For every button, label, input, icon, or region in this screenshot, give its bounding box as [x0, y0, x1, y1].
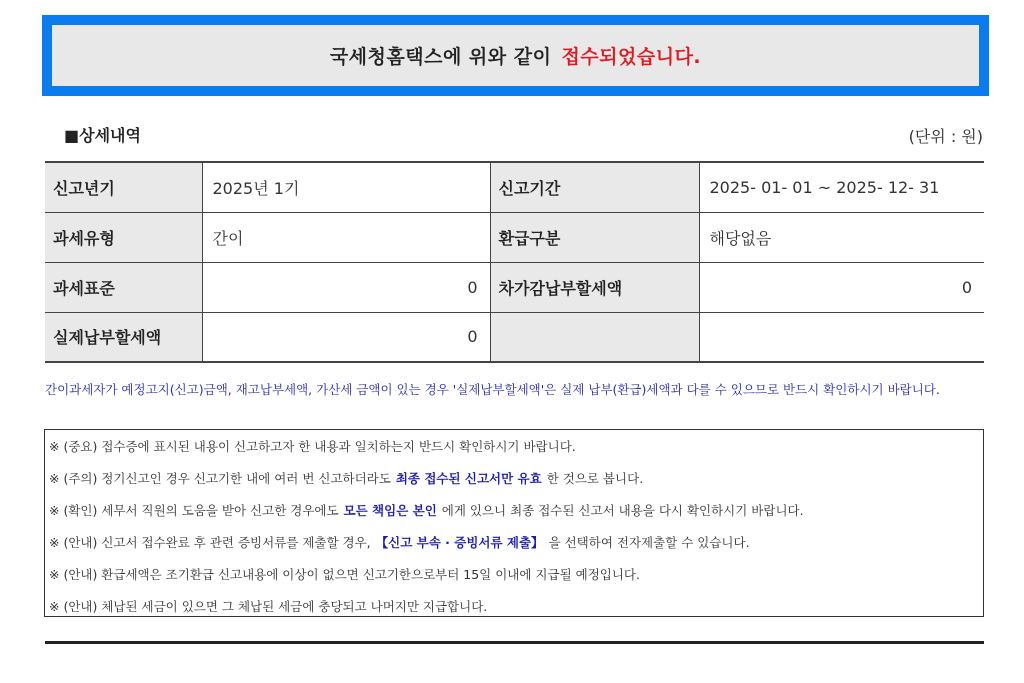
table-row: [45, 212, 984, 262]
value-tax-type: 간이: [202, 212, 490, 262]
value-report-period: 2025년 1기: [202, 162, 490, 212]
value-net-tax-payable: 0: [699, 262, 984, 312]
table-row: [45, 262, 984, 312]
detail-table: [45, 161, 984, 363]
info-item: [49, 594, 983, 626]
section-title: ■상세내역: [64, 126, 141, 145]
label-tax-base: 과세표준: [45, 262, 202, 312]
bottom-divider: [45, 641, 984, 644]
info-text: ※ (중요) 접수증에 표시된 내용이 신고하고자 한 내용과 일치하는지 반드시 확인하시기 바랍니다.: [49, 439, 576, 454]
info-text: ※ (안내) 신고서 접수완료 후 관련 증빙서류를 제출할 경우,: [49, 535, 371, 550]
info-text: 에게 있으니 최종 접수된 신고서 내용을 다시 확인하시기 바랍니다.: [441, 503, 804, 518]
empty-label-cell: [490, 312, 699, 362]
banner-message-text: 국세청홈택스에 위와 같이: [329, 46, 552, 68]
info-item: [49, 562, 983, 594]
info-text: ※ (확인) 세무서 직원의 도움을 받아 신고한 경우에도: [49, 503, 339, 518]
info-text: 을 선택하여 전자제출할 수 있습니다.: [548, 535, 750, 550]
label-report-range: 신고기간: [490, 162, 699, 212]
label-actual-tax-payable: 실제납부할세액: [45, 312, 202, 362]
info-item: [49, 466, 983, 498]
value-actual-tax-payable: 0: [202, 312, 490, 362]
info-box: [44, 429, 984, 617]
info-highlight: 최종 접수된 신고서만 유효: [395, 471, 542, 486]
label-net-tax-payable: 차가감납부할세액: [490, 262, 699, 312]
banner-status-text: 접수되었습니다.: [561, 46, 702, 68]
attachment-submit-link[interactable]: 【신고 부속 · 증빙서류 제출】: [375, 535, 544, 550]
info-text: ※ (주의) 정기신고인 경우 신고기한 내에 여러 번 신고하더라도: [49, 471, 391, 486]
info-highlight: 모든 책임은 본인: [343, 503, 437, 518]
simplified-taxpayer-notice: 간이과세자가 예정고지(신고)금액, 재고납부세액, 가산세 금액이 있는 경우 '실제납부할세액'은 실제 납부(환급)세액과 다를 수 있으므로 반드시 확인하시기 바랍니다.: [45, 382, 940, 397]
label-refund-type: 환급구분: [490, 212, 699, 262]
empty-value-cell: [699, 312, 984, 362]
info-item: [49, 530, 983, 562]
receipt-confirmation-banner: [42, 15, 989, 96]
label-tax-type: 과세유형: [45, 212, 202, 262]
banner-message: [52, 25, 979, 86]
unit-label: (단위 : 원): [908, 127, 983, 146]
value-tax-base: 0: [202, 262, 490, 312]
info-text: ※ (안내) 체납된 세금이 있으면 그 체납된 세금에 충당되고 나머지만 지급합니다.: [49, 599, 488, 614]
info-item: [49, 498, 983, 530]
table-row: [45, 312, 984, 362]
table-row: [45, 162, 984, 212]
value-refund-type: 해당없음: [699, 212, 984, 262]
info-text: ※ (안내) 환급세액은 조기환급 신고내용에 이상이 없으면 신고기한으로부터 15일 이내에 지급될 예정입니다.: [49, 567, 640, 582]
label-report-period: 신고년기: [45, 162, 202, 212]
info-text: 한 것으로 봅니다.: [546, 471, 644, 486]
info-item: [49, 434, 983, 466]
value-report-range: 2025- 01- 01 ~ 2025- 12- 31: [699, 162, 984, 212]
